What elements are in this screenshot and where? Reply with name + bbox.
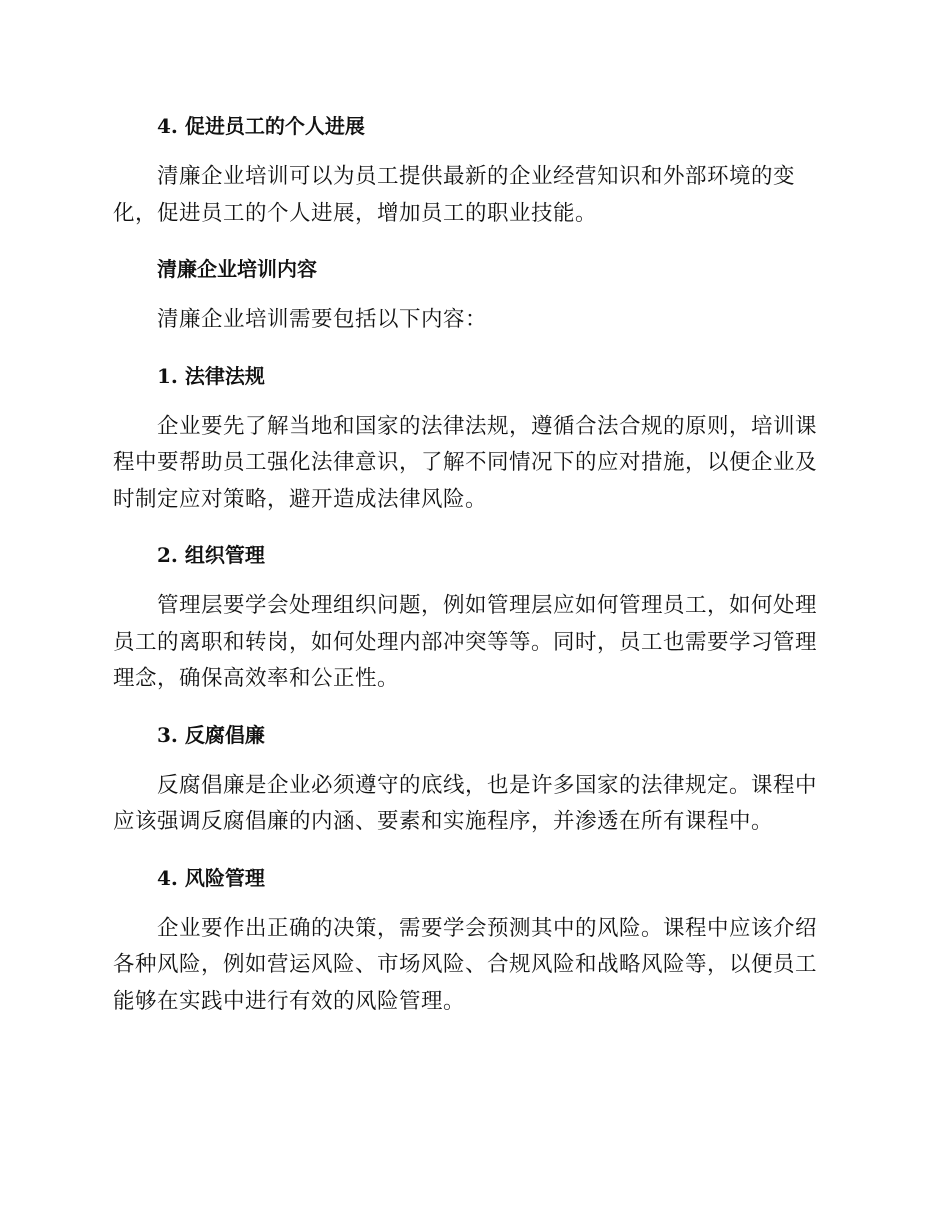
section-heading-risk-management: 4. 风险管理 xyxy=(157,865,265,890)
paragraph-risk-management: 企业要作出正确的决策，需要学会预测其中的风险。课程中应该介绍各种风险，例如营运风险、市场风险、合规风险和战略风险等，以便员工能够在实践中进行有效的风险管理。 xyxy=(113,915,818,1014)
section-heading-organization-management: 2. 组织管理 xyxy=(157,543,265,567)
paragraph-organization-management: 管理层要学会处理组织问题，例如管理层应如何管理员工，如何处理员工的离职和转岗，如何处理内部冲突等等。同时，员工也需要学习管理理念，确保高效率和公正性。 xyxy=(113,593,818,691)
paragraph-anti-corruption: 反腐倡廉是企业必须遵守的底线，也是许多国家的法律规定。课程中应该强调反腐倡廉的内涵、要素和实施程序，并渗透在所有课程中。 xyxy=(113,772,818,834)
paragraph-personal-development: 清廉企业培训可以为员工提供最新的企业经营知识和外部环境的变化，促进员工的个人进展，增加员工的职业技能。 xyxy=(113,164,796,226)
section-heading-anti-corruption: 3. 反腐倡廉 xyxy=(157,722,265,747)
section-heading-personal-development: 4. 促进员工的个人进展 xyxy=(157,114,365,138)
section-heading-training-content: 清廉企业培训内容 xyxy=(157,257,317,281)
paragraph-laws: 企业要先了解当地和国家的法律法规，遵循合法合规的原则，培训课程中要帮助员工强化法律意识，了解不同情况下的应对措施，以便企业及时制定应对策略，避开造成法律风险。 xyxy=(113,413,818,512)
section-heading-laws: 1. 法律法规 xyxy=(157,363,265,388)
document-body xyxy=(113,107,833,1020)
paragraph-training-content-intro: 清廉企业培训需要包括以下内容： xyxy=(157,307,488,332)
